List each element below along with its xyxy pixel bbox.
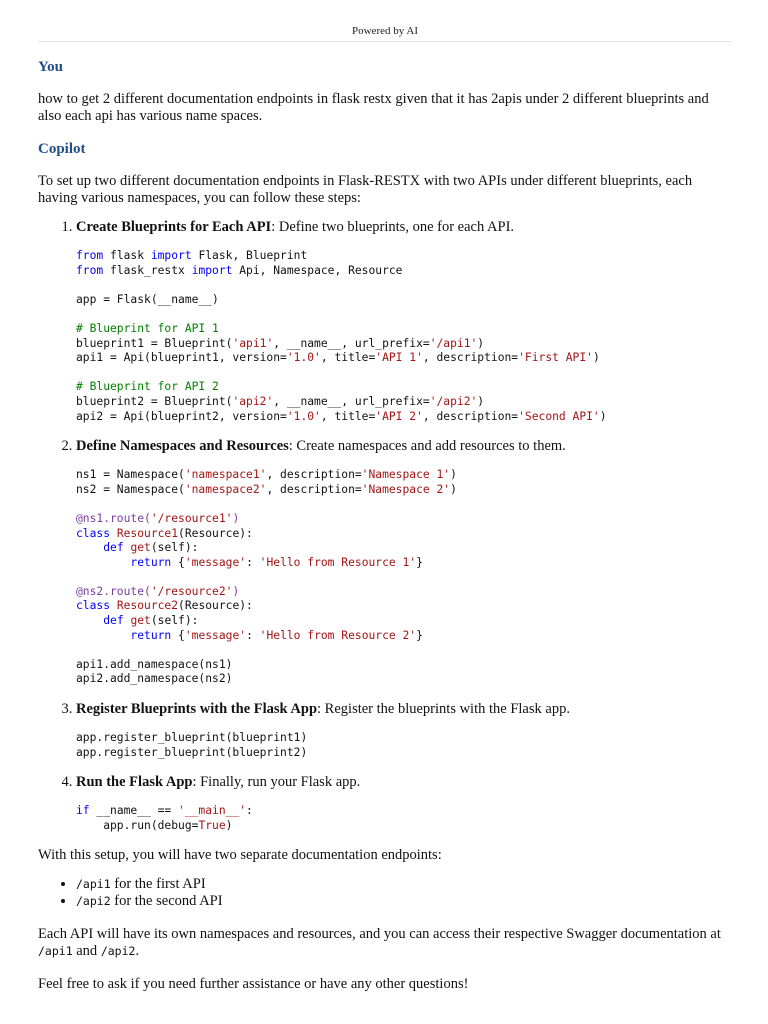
after-text: With this setup, you will have two separate documentation endpoints: xyxy=(38,847,442,864)
code-comment: # Blueprint for API 1 xyxy=(76,321,219,335)
step-1 xyxy=(76,219,732,424)
code-line: api2.add_namespace(ns2) xyxy=(76,672,233,686)
code-line: blueprint2 = Blueprint('api2', __name__, url_prefix='/api2') xyxy=(76,394,485,408)
code-block-blueprints xyxy=(76,249,732,424)
user-label: You xyxy=(38,59,64,75)
code-line: api1.add_namespace(ns1) xyxy=(76,657,233,671)
code-line: app.register_blueprint(blueprint1) xyxy=(76,731,308,745)
code-line: from flask_restx import Api, Namespace, Resource xyxy=(76,263,403,277)
code-line: class Resource1(Resource): xyxy=(76,526,253,540)
code-line: ns1 = Namespace('namespace1', description='Namespace 1') xyxy=(76,468,457,482)
header-divider xyxy=(38,41,732,42)
code-line: def get(self): xyxy=(103,541,199,555)
step-desc: : Finally, run your Flask app. xyxy=(192,774,361,791)
step-title: Define Namespaces and Resources xyxy=(76,438,289,455)
code-line: return {'message': 'Hello from Resource 1'} xyxy=(130,555,423,569)
endpoint-item: • /api1 for the first API xyxy=(76,876,732,893)
code-line: app.register_blueprint(blueprint2) xyxy=(76,745,308,759)
step-title: Run the Flask App xyxy=(76,774,193,791)
code-line: api1 = Api(blueprint1, version='1.0', title='API 1', description='First API') xyxy=(76,351,600,365)
powered-by-label: Powered by AI xyxy=(352,25,418,37)
code-line: app = Flask(__name__) xyxy=(76,292,219,306)
code-line: @ns1.route('/resource1') xyxy=(76,511,240,525)
steps-list xyxy=(38,219,732,833)
code-line: return {'message': 'Hello from Resource 2'} xyxy=(130,628,423,642)
step-2 xyxy=(76,438,732,687)
endpoint-item: • /api2 for the second API xyxy=(76,893,732,910)
code-block-run xyxy=(76,804,732,833)
code-line: app.run(debug=True) xyxy=(76,818,233,832)
assistant-intro: To set up two different documentation endpoints in Flask-RESTX with two APIs under different blueprints, each having various namespaces, you can follow these steps: xyxy=(38,173,693,206)
step-desc: : Create namespaces and add resources to them. xyxy=(288,438,566,455)
code-line: if __name__ == '__main__': xyxy=(76,804,253,818)
code-line: def get(self): xyxy=(103,614,199,628)
code-line: class Resource2(Resource): xyxy=(76,599,253,613)
code-line: @ns2.route('/resource2') xyxy=(76,584,240,598)
code-block-namespaces xyxy=(76,468,732,687)
user-message: how to get 2 different documentation endpoints in flask restx given that it has 2apis under 2 different blueprints and also each api has various name spaces. xyxy=(38,91,709,124)
endpoint-code: /api2 xyxy=(76,894,111,909)
code-line: api2 = Api(blueprint2, version='1.0', title='API 2', description='Second API') xyxy=(76,409,607,423)
assistant-label: Copilot xyxy=(38,141,86,157)
code-line: from flask import Flask, Blueprint xyxy=(76,249,308,262)
closing-offer: Feel free to ask if you need further assistance or have any other questions! xyxy=(38,976,469,993)
step-desc: : Register the blueprints with the Flask app. xyxy=(317,701,570,718)
code-line: blueprint1 = Blueprint('api1', __name__, url_prefix='/api1') xyxy=(76,336,485,350)
endpoint-code: /api1 xyxy=(76,877,111,892)
endpoint-list xyxy=(38,876,732,910)
conversation xyxy=(38,57,732,1005)
code-block-register xyxy=(76,731,732,760)
step-3 xyxy=(76,701,732,760)
code-line: ns2 = Namespace('namespace2', description='Namespace 2') xyxy=(76,482,457,496)
step-title: Register Blueprints with the Flask App xyxy=(76,701,318,718)
code-comment: # Blueprint for API 2 xyxy=(76,380,219,394)
step-desc: : Define two blueprints, one for each API. xyxy=(271,219,515,235)
closing-paragraph: Each API will have its own namespaces and resources, and you can access their respective Swagger documentation at /api1 and /api2. xyxy=(38,926,721,960)
step-title: Create Blueprints for Each API xyxy=(76,219,272,235)
step-4 xyxy=(76,774,732,833)
